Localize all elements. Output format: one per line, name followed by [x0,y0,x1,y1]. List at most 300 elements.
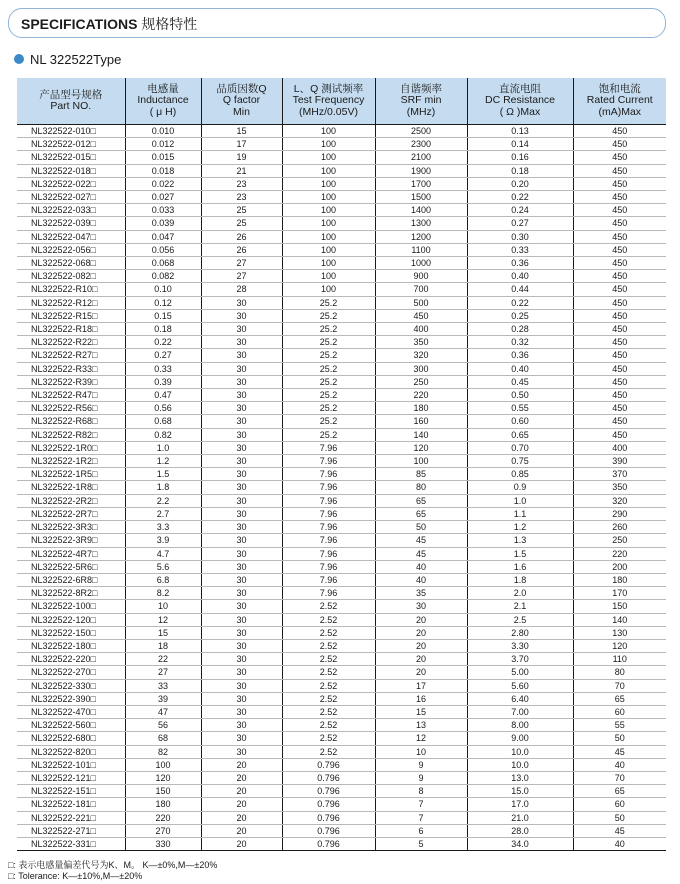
test-frequency-cell: 25.2 [282,389,375,402]
inductance-cell: 120 [125,771,201,784]
part-no-cell: NL322522-271□ [17,824,125,837]
table-row [17,296,666,309]
srf-cell: 7 [375,798,467,811]
test-frequency-cell: 7.96 [282,560,375,573]
table-row [17,257,666,270]
q-factor-cell: 20 [201,837,282,850]
rated-current-cell: 60 [573,705,666,718]
inductance-cell: 56 [125,719,201,732]
part-no-cell: NL322522-151□ [17,785,125,798]
dc-resistance-cell: 0.20 [467,177,573,190]
rated-current-cell: 450 [573,415,666,428]
col-cn-label: 饱和电流 [598,82,641,95]
srf-cell: 16 [375,692,467,705]
dc-resistance-cell: 2.5 [467,613,573,626]
q-factor-cell: 30 [201,521,282,534]
table-row [17,811,666,824]
table-row [17,375,666,388]
col-en-label: DC Resistance [484,94,556,107]
q-factor-cell: 30 [201,336,282,349]
part-no-cell: NL322522-5R6□ [17,560,125,573]
q-factor-cell: 30 [201,494,282,507]
q-factor-cell: 27 [201,270,282,283]
q-factor-cell: 30 [201,402,282,415]
inductance-cell: 1.8 [125,481,201,494]
col-part-no [17,78,125,125]
table-row [17,745,666,758]
test-frequency-cell: 2.52 [282,613,375,626]
test-frequency-cell: 7.96 [282,587,375,600]
inductance-cell: 4.7 [125,547,201,560]
q-factor-cell: 20 [201,758,282,771]
table-row [17,653,666,666]
test-frequency-cell: 7.96 [282,534,375,547]
part-no-cell: NL322522-1R0□ [17,441,125,454]
q-factor-cell: 23 [201,177,282,190]
inductance-cell: 0.39 [125,375,201,388]
q-factor-cell: 30 [201,534,282,547]
inductance-cell: 18 [125,639,201,652]
spec-table-body [17,125,666,851]
table-row [17,507,666,520]
dc-resistance-cell: 5.00 [467,666,573,679]
inductance-cell: 6.8 [125,573,201,586]
inductance-cell: 68 [125,732,201,745]
part-no-cell: NL322522-1R2□ [17,455,125,468]
dc-resistance-cell: 3.30 [467,639,573,652]
inductance-cell: 0.022 [125,177,201,190]
rated-current-cell: 450 [573,270,666,283]
part-no-cell: NL322522-012□ [17,138,125,151]
srf-cell: 400 [375,323,467,336]
part-no-cell: NL322522-8R2□ [17,587,125,600]
col-en-label: Rated Current [586,94,653,107]
inductance-cell: 8.2 [125,587,201,600]
table-row [17,191,666,204]
q-factor-cell: 30 [201,613,282,626]
dc-resistance-cell: 1.5 [467,547,573,560]
srf-cell: 500 [375,296,467,309]
part-no-cell: NL322522-033□ [17,204,125,217]
q-factor-cell: 30 [201,323,282,336]
table-row [17,177,666,190]
srf-cell: 100 [375,455,467,468]
dc-resistance-cell: 0.36 [467,257,573,270]
rated-current-cell: 250 [573,534,666,547]
dc-resistance-cell: 0.32 [467,336,573,349]
test-frequency-cell: 7.96 [282,521,375,534]
table-row [17,349,666,362]
table-row [17,732,666,745]
table-row [17,666,666,679]
part-no-cell: NL322522-R10□ [17,283,125,296]
inductance-cell: 82 [125,745,201,758]
table-row [17,573,666,586]
rated-current-cell: 65 [573,785,666,798]
q-factor-cell: 26 [201,230,282,243]
part-no-cell: NL322522-022□ [17,177,125,190]
q-factor-cell: 30 [201,507,282,520]
col-unit-label: (mA)Max [598,105,642,118]
srf-cell: 13 [375,719,467,732]
dc-resistance-cell: 0.40 [467,362,573,375]
q-factor-cell: 17 [201,138,282,151]
test-frequency-cell: 0.796 [282,758,375,771]
part-no-cell: NL322522-R39□ [17,375,125,388]
part-no-cell: NL322522-082□ [17,270,125,283]
part-no-cell: NL322522-R15□ [17,309,125,322]
dc-resistance-cell: 1.2 [467,521,573,534]
dc-resistance-cell: 0.27 [467,217,573,230]
dc-resistance-cell: 9.00 [467,732,573,745]
srf-cell: 700 [375,283,467,296]
test-frequency-cell: 100 [282,283,375,296]
rated-current-cell: 50 [573,811,666,824]
dc-resistance-cell: 13.0 [467,771,573,784]
q-factor-cell: 20 [201,811,282,824]
col-unit-label: (MHz/0.05V) [299,105,358,118]
inductance-cell: 0.22 [125,336,201,349]
srf-cell: 2500 [375,125,467,138]
inductance-cell: 0.56 [125,402,201,415]
dc-resistance-cell: 0.28 [467,323,573,336]
srf-cell: 85 [375,468,467,481]
rated-current-cell: 65 [573,692,666,705]
tolerance-notes [8,860,217,882]
table-row [17,534,666,547]
q-factor-cell: 30 [201,415,282,428]
dc-resistance-cell: 0.13 [467,125,573,138]
test-frequency-cell: 100 [282,204,375,217]
part-no-cell: NL322522-027□ [17,191,125,204]
col-inductance [125,78,201,125]
test-frequency-cell: 7.96 [282,441,375,454]
part-no-cell: NL322522-330□ [17,679,125,692]
col-en-label: SRF min [400,94,442,107]
inductance-cell: 270 [125,824,201,837]
inductance-cell: 22 [125,653,201,666]
test-frequency-cell: 25.2 [282,375,375,388]
q-factor-cell: 30 [201,375,282,388]
test-frequency-cell: 100 [282,125,375,138]
inductance-cell: 15 [125,626,201,639]
srf-cell: 7 [375,811,467,824]
srf-cell: 1500 [375,191,467,204]
section-title [21,14,197,34]
test-frequency-cell: 2.52 [282,692,375,705]
part-no-cell: NL322522-270□ [17,666,125,679]
col-unit-label: Min [233,105,250,118]
srf-cell: 1700 [375,177,467,190]
dc-resistance-cell: 0.40 [467,270,573,283]
rated-current-cell: 120 [573,639,666,652]
q-factor-cell: 20 [201,771,282,784]
tolerance-note-cn: □: 表示电感量偏差代号为K、M。 K—±0%,M—±20% [8,860,218,870]
test-frequency-cell: 7.96 [282,573,375,586]
rated-current-cell: 450 [573,151,666,164]
rated-current-cell: 200 [573,560,666,573]
col-q-factor [201,78,282,125]
dc-resistance-cell: 28.0 [467,824,573,837]
dc-resistance-cell: 0.14 [467,138,573,151]
srf-cell: 40 [375,573,467,586]
inductance-cell: 0.47 [125,389,201,402]
dc-resistance-cell: 3.70 [467,653,573,666]
table-row [17,798,666,811]
table-row [17,547,666,560]
srf-cell: 350 [375,336,467,349]
inductance-cell: 0.10 [125,283,201,296]
table-row [17,243,666,256]
test-frequency-cell: 2.52 [282,745,375,758]
test-frequency-cell: 100 [282,138,375,151]
rated-current-cell: 180 [573,573,666,586]
rated-current-cell: 40 [573,758,666,771]
srf-cell: 65 [375,494,467,507]
q-factor-cell: 30 [201,587,282,600]
q-factor-cell: 30 [201,455,282,468]
inductance-cell: 0.18 [125,323,201,336]
srf-cell: 1900 [375,164,467,177]
dc-resistance-cell: 6.40 [467,692,573,705]
dc-resistance-cell: 0.60 [467,415,573,428]
dc-resistance-cell: 0.18 [467,164,573,177]
table-row [17,415,666,428]
rated-current-cell: 450 [573,191,666,204]
rated-current-cell: 450 [573,428,666,441]
part-no-cell: NL322522-R27□ [17,349,125,362]
part-no-cell: NL322522-2R7□ [17,507,125,520]
test-frequency-cell: 0.796 [282,811,375,824]
product-type-label: NL 322522Type [30,52,122,67]
srf-cell: 35 [375,587,467,600]
rated-current-cell: 450 [573,402,666,415]
test-frequency-cell: 25.2 [282,296,375,309]
srf-cell: 20 [375,653,467,666]
dc-resistance-cell: 0.25 [467,309,573,322]
test-frequency-cell: 0.796 [282,771,375,784]
srf-cell: 17 [375,679,467,692]
table-row [17,323,666,336]
table-row [17,824,666,837]
q-factor-cell: 23 [201,191,282,204]
q-factor-cell: 30 [201,573,282,586]
q-factor-cell: 30 [201,679,282,692]
rated-current-cell: 450 [573,296,666,309]
table-row [17,679,666,692]
table-row [17,270,666,283]
inductance-cell: 0.82 [125,428,201,441]
test-frequency-cell: 100 [282,151,375,164]
part-no-cell: NL322522-120□ [17,613,125,626]
rated-current-cell: 50 [573,732,666,745]
srf-cell: 220 [375,389,467,402]
table-row [17,587,666,600]
table-row [17,837,666,850]
test-frequency-cell: 25.2 [282,415,375,428]
col-cn-label: 品质因数Q [216,82,267,95]
srf-cell: 120 [375,441,467,454]
dc-resistance-cell: 0.9 [467,481,573,494]
dc-resistance-cell: 0.44 [467,283,573,296]
dc-resistance-cell: 7.00 [467,705,573,718]
table-row [17,613,666,626]
table-row [17,719,666,732]
srf-cell: 15 [375,705,467,718]
srf-cell: 250 [375,375,467,388]
dc-resistance-cell: 5.60 [467,679,573,692]
inductance-cell: 0.12 [125,296,201,309]
srf-cell: 1300 [375,217,467,230]
test-frequency-cell: 100 [282,217,375,230]
rated-current-cell: 450 [573,375,666,388]
part-no-cell: NL322522-100□ [17,600,125,613]
section-title-cn: 规格特性 [141,16,198,32]
test-frequency-cell: 2.52 [282,600,375,613]
srf-cell: 45 [375,547,467,560]
test-frequency-cell: 25.2 [282,402,375,415]
dc-resistance-cell: 15.0 [467,785,573,798]
part-no-cell: NL322522-018□ [17,164,125,177]
inductance-cell: 150 [125,785,201,798]
col-en-label: Part NO. [50,100,92,112]
q-factor-cell: 30 [201,389,282,402]
rated-current-cell: 450 [573,204,666,217]
srf-cell: 180 [375,402,467,415]
inductance-cell: 0.68 [125,415,201,428]
rated-current-cell: 450 [573,138,666,151]
test-frequency-cell: 2.52 [282,653,375,666]
part-no-cell: NL322522-056□ [17,243,125,256]
part-no-cell: NL322522-R18□ [17,323,125,336]
q-factor-cell: 30 [201,362,282,375]
test-frequency-cell: 0.796 [282,824,375,837]
col-srf [375,78,467,125]
inductance-cell: 0.27 [125,349,201,362]
col-cn-label: 产品型号规格 [39,88,103,101]
test-frequency-cell: 2.52 [282,732,375,745]
test-frequency-cell: 100 [282,243,375,256]
table-row [17,402,666,415]
q-factor-cell: 27 [201,257,282,270]
q-factor-cell: 30 [201,296,282,309]
col-cn-label: 自谐频率 [400,82,442,95]
dc-resistance-cell: 1.8 [467,573,573,586]
rated-current-cell: 170 [573,587,666,600]
srf-cell: 900 [375,270,467,283]
test-frequency-cell: 25.2 [282,336,375,349]
table-row [17,494,666,507]
table-row [17,481,666,494]
dc-resistance-cell: 10.0 [467,758,573,771]
part-no-cell: NL322522-039□ [17,217,125,230]
test-frequency-cell: 2.52 [282,666,375,679]
rated-current-cell: 260 [573,521,666,534]
col-unit-label: ( μ H) [149,105,177,118]
part-no-cell: NL322522-047□ [17,230,125,243]
rated-current-cell: 55 [573,719,666,732]
test-frequency-cell: 25.2 [282,323,375,336]
q-factor-cell: 30 [201,309,282,322]
part-no-cell: NL322522-R12□ [17,296,125,309]
inductance-cell: 330 [125,837,201,850]
dc-resistance-cell: 1.3 [467,534,573,547]
table-row [17,705,666,718]
test-frequency-cell: 0.796 [282,837,375,850]
part-no-cell: NL322522-101□ [17,758,125,771]
tolerance-note-en: □: Tolerance: K—±10%,M—±20% [8,871,143,881]
srf-cell: 6 [375,824,467,837]
inductance-cell: 180 [125,798,201,811]
q-factor-cell: 30 [201,560,282,573]
rated-current-cell: 150 [573,600,666,613]
srf-cell: 9 [375,758,467,771]
q-factor-cell: 30 [201,732,282,745]
col-cn-label: 直流电阻 [499,82,541,95]
rated-current-cell: 40 [573,837,666,850]
part-no-cell: NL322522-R56□ [17,402,125,415]
table-row [17,468,666,481]
part-no-cell: NL322522-4R7□ [17,547,125,560]
test-frequency-cell: 25.2 [282,349,375,362]
q-factor-cell: 30 [201,468,282,481]
table-row [17,441,666,454]
part-no-cell: NL322522-150□ [17,626,125,639]
srf-cell: 30 [375,600,467,613]
table-row [17,692,666,705]
table-row [17,283,666,296]
test-frequency-cell: 2.52 [282,719,375,732]
part-no-cell: NL322522-1R5□ [17,468,125,481]
inductance-cell: 100 [125,758,201,771]
part-no-cell: NL322522-015□ [17,151,125,164]
rated-current-cell: 450 [573,125,666,138]
inductance-cell: 0.33 [125,362,201,375]
inductance-cell: 5.6 [125,560,201,573]
inductance-cell: 0.012 [125,138,201,151]
dc-resistance-cell: 0.33 [467,243,573,256]
part-no-cell: NL322522-2R2□ [17,494,125,507]
rated-current-cell: 45 [573,824,666,837]
rated-current-cell: 450 [573,309,666,322]
rated-current-cell: 370 [573,468,666,481]
rated-current-cell: 450 [573,217,666,230]
dc-resistance-cell: 2.0 [467,587,573,600]
rated-current-cell: 110 [573,653,666,666]
part-no-cell: NL322522-3R9□ [17,534,125,547]
rated-current-cell: 140 [573,613,666,626]
dc-resistance-cell: 0.75 [467,455,573,468]
srf-cell: 160 [375,415,467,428]
part-no-cell: NL322522-R82□ [17,428,125,441]
srf-cell: 9 [375,771,467,784]
col-cn-label: L、Q 测试频率 [293,82,364,95]
srf-cell: 20 [375,626,467,639]
srf-cell: 65 [375,507,467,520]
dc-resistance-cell: 0.30 [467,230,573,243]
dc-resistance-cell: 0.22 [467,191,573,204]
product-type-heading [30,52,121,67]
part-no-cell: NL322522-R68□ [17,415,125,428]
test-frequency-cell: 7.96 [282,455,375,468]
part-no-cell: NL322522-180□ [17,639,125,652]
srf-cell: 1200 [375,230,467,243]
rated-current-cell: 450 [573,362,666,375]
rated-current-cell: 220 [573,547,666,560]
test-frequency-cell: 0.796 [282,785,375,798]
dc-resistance-cell: 2.1 [467,600,573,613]
q-factor-cell: 30 [201,428,282,441]
